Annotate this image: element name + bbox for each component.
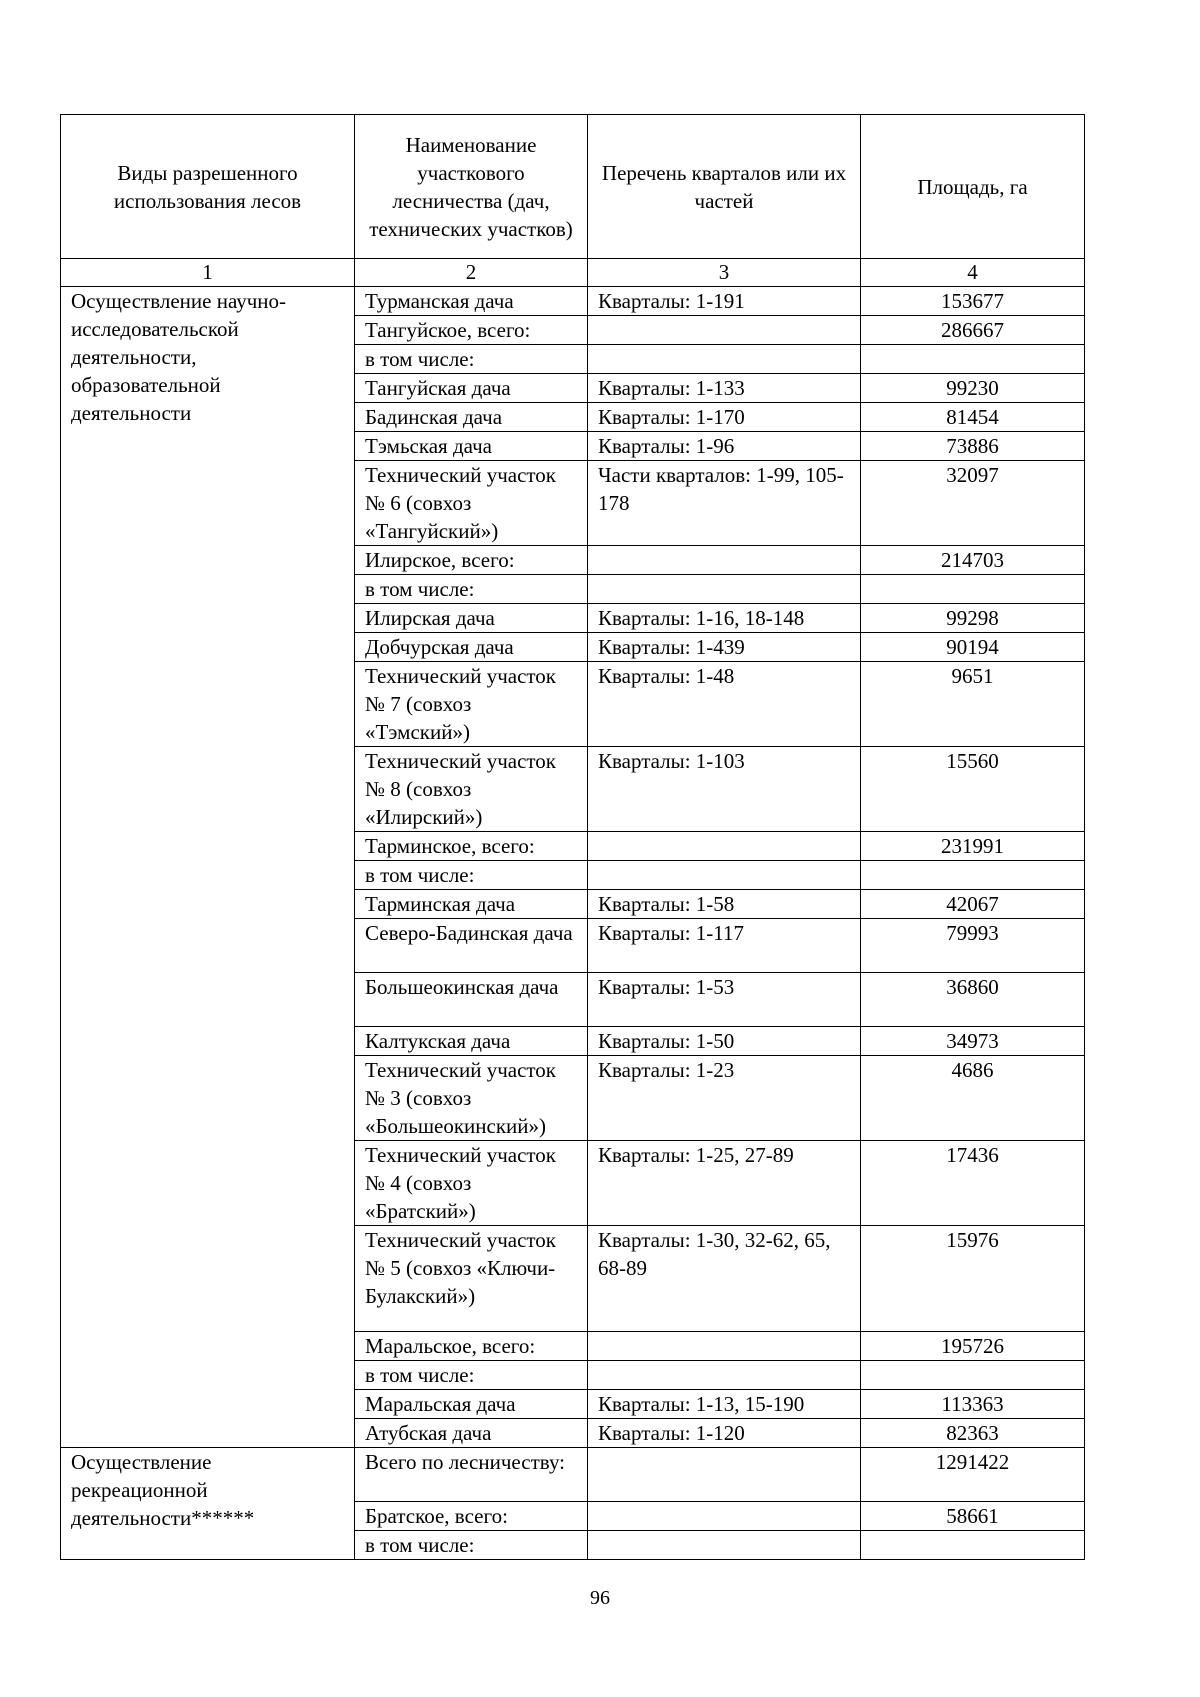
cell-forestry-name: Большеокинская дача — [355, 973, 588, 1027]
cell-area: 231991 — [861, 832, 1085, 861]
cell-area: 99298 — [861, 604, 1085, 633]
column-number: 3 — [588, 259, 861, 287]
cell-forestry-name: Тарминская дача — [355, 890, 588, 919]
cell-area: 195726 — [861, 1332, 1085, 1361]
cell-forestry-name: в том числе: — [355, 575, 588, 604]
cell-quarters — [588, 832, 861, 861]
cell-area: 32097 — [861, 461, 1085, 546]
cell-area: 81454 — [861, 403, 1085, 432]
cell-quarters: Кварталы: 1-191 — [588, 287, 861, 316]
cell-area: 17436 — [861, 1141, 1085, 1226]
cell-area: 34973 — [861, 1027, 1085, 1056]
column-number: 1 — [61, 259, 355, 287]
cell-forestry-name: Тэмьская дача — [355, 432, 588, 461]
cell-area: 99230 — [861, 374, 1085, 403]
cell-quarters — [588, 861, 861, 890]
page-number: 96 — [590, 1587, 610, 1609]
cell-forestry-name: Тарминское, всего: — [355, 832, 588, 861]
cell-forestry-name: Илирская дача — [355, 604, 588, 633]
header-usage-type: Виды разрешенного использования лесов — [61, 115, 355, 259]
cell-quarters: Кварталы: 1-25, 27-89 — [588, 1141, 861, 1226]
cell-area: 73886 — [861, 432, 1085, 461]
cell-forestry-name: в том числе: — [355, 345, 588, 374]
cell-forestry-name: Бадинская дача — [355, 403, 588, 432]
cell-quarters: Кварталы: 1-120 — [588, 1419, 861, 1448]
header-area: Площадь, га — [861, 115, 1085, 259]
cell-usage-type: Осуществление рекреационной деятельности****** — [61, 1448, 355, 1560]
forest-use-table — [60, 114, 1085, 1560]
cell-area: 15560 — [861, 747, 1085, 832]
column-number: 2 — [355, 259, 588, 287]
cell-quarters — [588, 345, 861, 374]
cell-quarters: Кварталы: 1-439 — [588, 633, 861, 662]
cell-quarters — [588, 316, 861, 345]
table-body — [61, 287, 1085, 1560]
table-header-row — [61, 115, 1085, 259]
cell-quarters: Кварталы: 1-96 — [588, 432, 861, 461]
cell-quarters — [588, 1531, 861, 1560]
cell-area: 90194 — [861, 633, 1085, 662]
cell-forestry-name: Добчурская дача — [355, 633, 588, 662]
cell-area — [861, 1361, 1085, 1390]
cell-quarters — [588, 1448, 861, 1502]
cell-area: 42067 — [861, 890, 1085, 919]
cell-area: 4686 — [861, 1056, 1085, 1141]
cell-quarters: Кварталы: 1-170 — [588, 403, 861, 432]
cell-usage-type: Осуществление научно-исследовательской деятельности, образовательной деятельности — [61, 287, 355, 1448]
cell-forestry-name: Калтукская дача — [355, 1027, 588, 1056]
cell-forestry-name: Тангуйское, всего: — [355, 316, 588, 345]
cell-quarters — [588, 1361, 861, 1390]
cell-forestry-name: Маральская дача — [355, 1390, 588, 1419]
header-quarters-list: Перечень кварталов или их частей — [588, 115, 861, 259]
cell-forestry-name: Технический участок № 4 (совхоз «Братский») — [355, 1141, 588, 1226]
cell-quarters: Кварталы: 1-30, 32-62, 65, 68-89 — [588, 1226, 861, 1332]
cell-area — [861, 345, 1085, 374]
cell-quarters — [588, 575, 861, 604]
cell-quarters: Кварталы: 1-50 — [588, 1027, 861, 1056]
cell-quarters — [588, 1502, 861, 1531]
column-number: 4 — [861, 259, 1085, 287]
cell-quarters: Кварталы: 1-16, 18-148 — [588, 604, 861, 633]
cell-area: 1291422 — [861, 1448, 1085, 1502]
cell-area: 153677 — [861, 287, 1085, 316]
cell-forestry-name: Технический участок № 3 (совхоз «Большеокинский») — [355, 1056, 588, 1141]
cell-forestry-name: в том числе: — [355, 1361, 588, 1390]
cell-quarters: Кварталы: 1-53 — [588, 973, 861, 1027]
cell-area: 82363 — [861, 1419, 1085, 1448]
cell-area: 15976 — [861, 1226, 1085, 1332]
table-row — [61, 287, 1085, 316]
cell-forestry-name: Технический участок № 6 (совхоз «Тангуйский») — [355, 461, 588, 546]
cell-quarters: Кварталы: 1-103 — [588, 747, 861, 832]
cell-area: 9651 — [861, 662, 1085, 747]
cell-quarters — [588, 546, 861, 575]
cell-forestry-name: Братское, всего: — [355, 1502, 588, 1531]
cell-forestry-name: Технический участок № 8 (совхоз «Илирский») — [355, 747, 588, 832]
cell-area: 286667 — [861, 316, 1085, 345]
cell-area — [861, 1531, 1085, 1560]
cell-quarters: Кварталы: 1-117 — [588, 919, 861, 973]
cell-forestry-name: Всего по лесничеству: — [355, 1448, 588, 1502]
cell-area: 214703 — [861, 546, 1085, 575]
cell-area — [861, 575, 1085, 604]
cell-quarters: Кварталы: 1-48 — [588, 662, 861, 747]
cell-forestry-name: Тангуйская дача — [355, 374, 588, 403]
cell-quarters: Кварталы: 1-58 — [588, 890, 861, 919]
cell-quarters: Кварталы: 1-23 — [588, 1056, 861, 1141]
table-row — [61, 1448, 1085, 1502]
cell-quarters: Кварталы: 1-13, 15-190 — [588, 1390, 861, 1419]
cell-area — [861, 861, 1085, 890]
cell-forestry-name: Турманская дача — [355, 287, 588, 316]
cell-forestry-name: Илирское, всего: — [355, 546, 588, 575]
cell-area: 36860 — [861, 973, 1085, 1027]
header-forestry-name: Наименование участкового лесничества (дач, технических участков) — [355, 115, 588, 259]
cell-forestry-name: в том числе: — [355, 861, 588, 890]
cell-forestry-name: в том числе: — [355, 1531, 588, 1560]
cell-forestry-name: Северо-Бадинская дача — [355, 919, 588, 973]
cell-forestry-name: Атубская дача — [355, 1419, 588, 1448]
cell-quarters: Части кварталов: 1-99, 105-178 — [588, 461, 861, 546]
cell-forestry-name: Маральское, всего: — [355, 1332, 588, 1361]
cell-forestry-name: Технический участок № 5 (совхоз «Ключи-Булакский») — [355, 1226, 588, 1332]
column-number-row — [61, 259, 1085, 287]
cell-area: 79993 — [861, 919, 1085, 973]
cell-forestry-name: Технический участок № 7 (совхоз «Тэмский») — [355, 662, 588, 747]
cell-quarters — [588, 1332, 861, 1361]
cell-quarters: Кварталы: 1-133 — [588, 374, 861, 403]
cell-area: 58661 — [861, 1502, 1085, 1531]
cell-area: 113363 — [861, 1390, 1085, 1419]
